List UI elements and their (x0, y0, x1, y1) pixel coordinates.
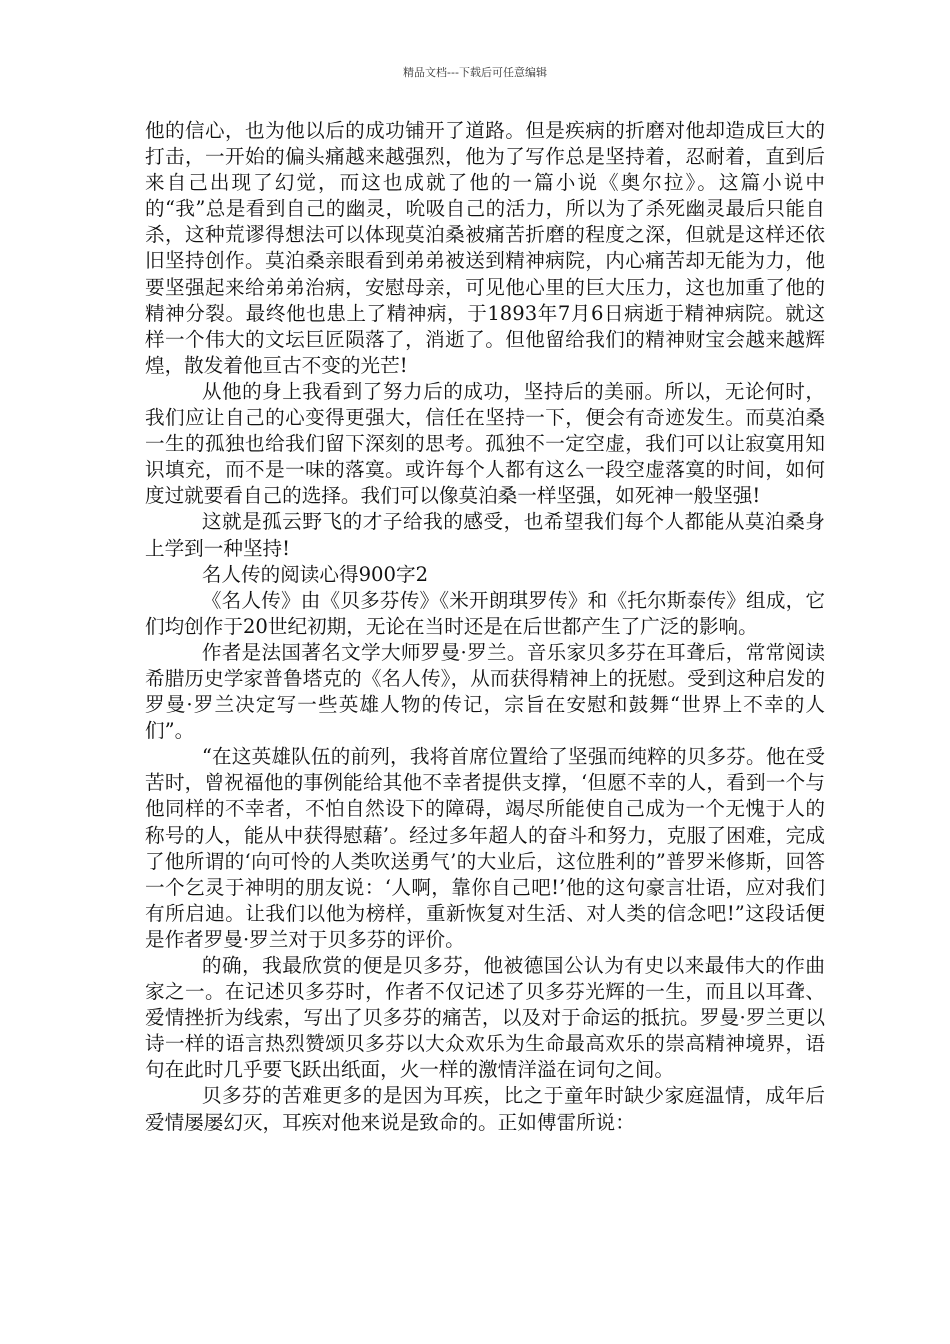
paragraph: 作者是法国著名文学大师罗曼·罗兰。音乐家贝多芬在耳聋后，常常阅读希腊历史学家普鲁塔克的《名人传》，从而获得精神上的抚慰。受到这种启发的罗曼·罗兰决定写一些英雄人物的传记，宗旨在安慰和鼓舞“世界上不幸的人们”。 (145, 640, 825, 743)
paragraph: 的确，我最欣赏的便是贝多芬，他被德国公认为有史以来最伟大的作曲家之一。在记述贝多芬时，作者不仅记述了贝多芬光辉的一生，而且以耳聋、爱情挫折为线索，写出了贝多芬的痛苦，以及对于命运的抵抗。罗曼·罗兰更以诗一样的语言热烈赞颂贝多芬以大众欢乐为生命最高欢乐的崇高精神境界，语句在此时几乎要飞跃出纸面，火一样的激情洋溢在词句之间。 (145, 954, 825, 1082)
paragraph: 《名人传》由《贝多芬传》《米开朗琪罗传》和《托尔斯泰传》组成，它们均创作于20世纪初期，无论在当时还是在后世都产生了广泛的影响。 (145, 588, 825, 638)
paragraph: 这就是孤云野飞的才子给我的感受，也希望我们每个人都能从莫泊桑身上学到一种坚持! (145, 510, 825, 560)
paragraph: 贝多芬的苦难更多的是因为耳疾，比之于童年时缺少家庭温情，成年后爱情屡屡幻灭，耳疾对他来说是致命的。正如傅雷所说： (145, 1084, 825, 1134)
page-header: 精品文档---下载后可任意编辑 (403, 66, 547, 79)
paragraph: 他的信心，也为他以后的成功铺开了道路。但是疾病的折磨对他却造成巨大的打击，一开始的偏头痛越来越强烈，他为了写作总是坚持着，忍耐着，直到后来自己出现了幻觉，而这也成就了他的一篇小说《奥尔拉》。这篇小说中的“我”总是看到自己的幽灵，吮吸自己的活力，所以为了杀死幽灵最后只能自杀，这种荒谬得想法可以体现莫泊桑被痛苦折磨的程度之深，但就是这样还依旧坚持创作。莫泊桑亲眼看到弟弟被送到精神病院，内心痛苦却无能为力，他要坚强起来给弟弟治病，安慰母亲，可见他心里的巨大压力，这也加重了他的精神分裂。最终他也患上了精神病，于1893年7月6日病逝于精神病院。就这样一个伟大的文坛巨匠陨落了，消逝了。但他留给我们的精神财宝会越来越辉煌，散发着他亘古不变的光芒! (145, 119, 825, 377)
document-body (145, 118, 825, 1136)
paragraph: “在这英雄队伍的前列，我将首席位置给了坚强而纯粹的贝多芬。他在受苦时，曾祝福他的事例能给其他不幸者提供支撑，‘但愿不幸的人，看到一个与他同样的不幸者，不怕自然设下的障碍，竭尽所能使自己成为一个无愧于人的称号的人，能从中获得慰藉’。经过多年超人的奋斗和努力，克服了困难，完成了他所谓的‘向可怜的人类吹送勇气’的大业后，这位胜利的”普罗米修斯，回答一个乞灵于神明的朋友说：‘人啊，靠你自己吧!’他的这句豪言壮语，应对我们有所启迪。让我们以他为榜样，重新恢复对生活、对人类的信念吧!”这段话便是作者罗曼·罗兰对于贝多芬的评价。 (145, 745, 825, 951)
section-heading: 名人传的阅读心得900字2 (201, 562, 429, 586)
paragraph: 从他的身上我看到了努力后的成功，坚持后的美丽。所以，无论何时，我们应让自己的心变得更强大，信任在坚持一下，便会有奇迹发生。而莫泊桑一生的孤独也给我们留下深刻的思考。孤独不一定空虚，我们可以让寂寞用知识填充，而不是一味的落寞。或许每个人都有这么一段空虚落寞的时间，如何度过就要看自己的选择。我们可以像莫泊桑一样坚强，如死神一般坚强! (145, 379, 825, 508)
